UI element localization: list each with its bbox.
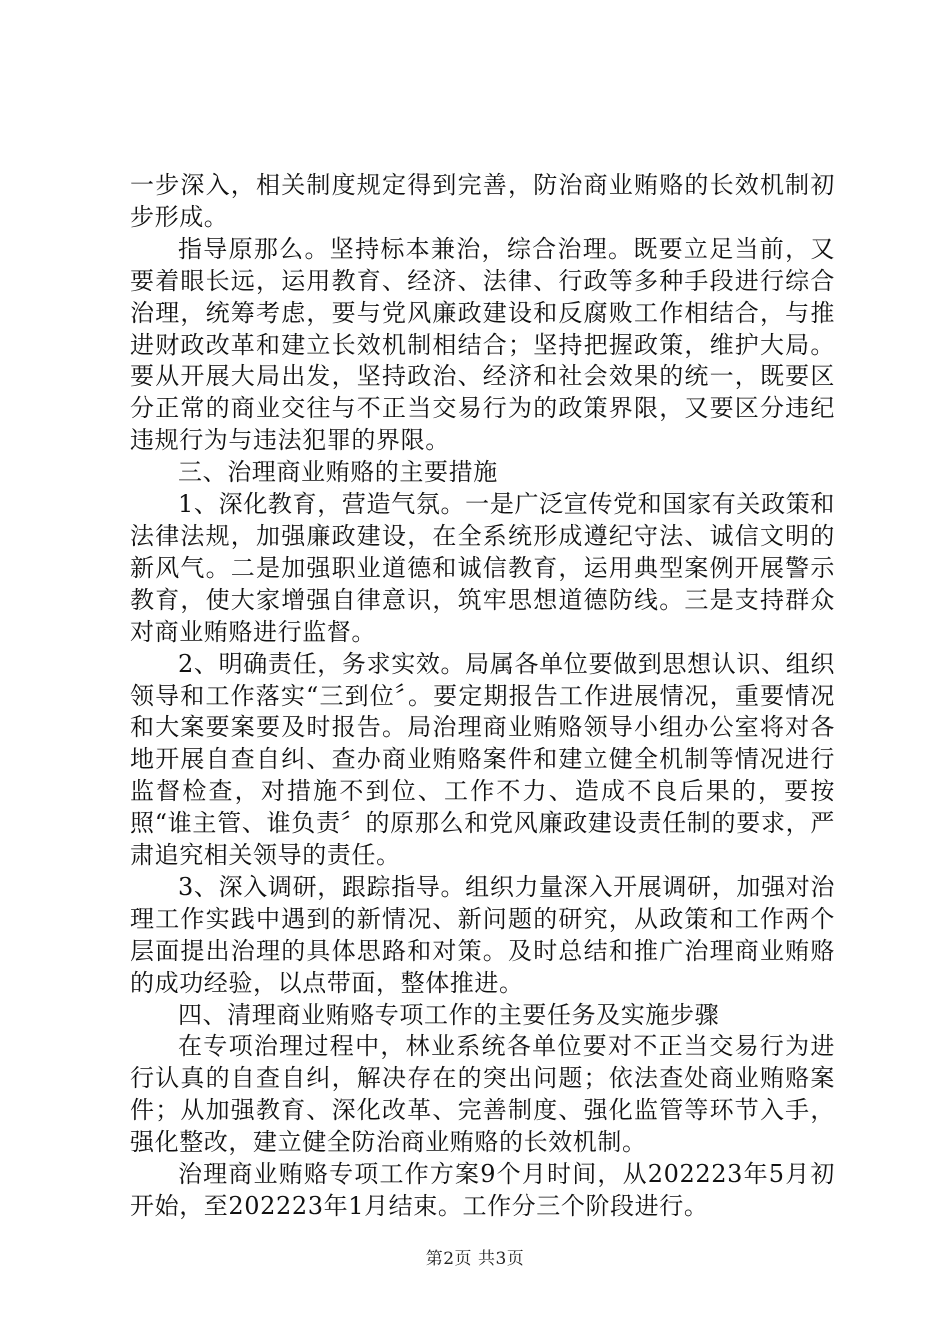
paragraph-continuation: 一步深入，相关制度规定得到完善，防治商业贿赂的长效机制初步形成。 (130, 171, 835, 231)
paragraph-timeline: 治理商业贿赂专项工作方案9个月时间，从202223年5月初开始，至202223年1月结束。工作分三个阶段进行。 (130, 1160, 835, 1220)
document-body (130, 170, 835, 1223)
page-number-footer: 第2页 共3页 (425, 1249, 525, 1269)
paragraph-measure-2: 2、明确责任，务求实效。局属各单位要做到思想认识、组织领导和工作落实“三到位〞。要定期报告工作进展情况，重要情况和大案要案要及时报告。局治理商业贿赂领导小组办公室将对各地开展自查自纠、查办商业贿赂案件和建立健全机制等情况进行监督检查，对措施不到位、工作不力、造成不良后果的，要按照“谁主管、谁负责〞的原那么和党风廉政建设责任制的要求，严肃追究相关领导的责任。 (130, 649, 835, 870)
section-heading-measures: 三、治理商业贿赂的主要措施 (178, 458, 498, 487)
section-heading-tasks: 四、清理商业贿赂专项工作的主要任务及实施步骤 (178, 1000, 720, 1029)
paragraph-guiding-principle: 指导原那么。坚持标本兼治，综合治理。既要立足当前，又要着眼长远，运用教育、经济、法律、行政等多种手段进行综合治理，统筹考虑，要与党风廉政建设和反腐败工作相结合，与推进财政改革和建立长效机制相结合；坚持把握政策，维护大局。要从开展大局出发，坚持政治、经济和社会效果的统一，既要区分正常的商业交往与不正当交易行为的政策界限，又要区分违纪违规行为与违法犯罪的界限。 (130, 234, 835, 455)
paragraph-tasks: 在专项治理过程中，林业系统各单位要对不正当交易行为进行认真的自查自纠，解决存在的突出问题；依法查处商业贿赂案件；从加强教育、深化改革、完善制度、强化监管等环节入手，强化整改，建立健全防治商业贿赂的长效机制。 (130, 1032, 835, 1157)
paragraph-measure-3: 3、深入调研，跟踪指导。组织力量深入开展调研，加强对治理工作实践中遇到的新情况、新问题的研究，从政策和工作两个层面提出治理的具体思路和对策。及时总结和推广治理商业贿赂的成功经验，以点带面，整体推进。 (130, 872, 835, 997)
paragraph-measure-1: 1、深化教育，营造气氛。一是广泛宣传党和国家有关政策和法律法规，加强廉政建设，在全系统形成遵纪守法、诚信文明的新风气。二是加强职业道德和诚信教育，运用典型案例开展警示教育，使大家增强自律意识，筑牢思想道德防线。三是支持群众对商业贿赂进行监督。 (130, 490, 835, 646)
